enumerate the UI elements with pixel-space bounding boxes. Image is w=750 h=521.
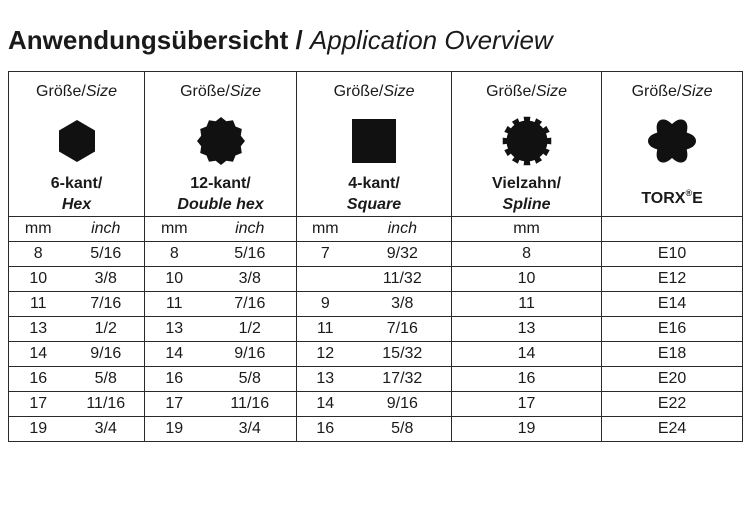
cell-hex-mm: 14 [9,342,68,367]
size-label: Größe/Size [36,83,117,100]
cell-hex-inch: 3/4 [68,417,145,442]
unit-inch: inch [68,217,145,242]
table-row [9,342,743,367]
cell-hex-inch: 7/16 [68,292,145,317]
cell-hex-inch: 5/8 [68,367,145,392]
cell-hex-mm: 13 [9,317,68,342]
header-row [9,72,743,217]
cell-double-hex-mm: 17 [145,392,204,417]
cell-spline-mm: 13 [452,317,602,342]
unit-inch: inch [204,217,297,242]
cell-spline-mm: 14 [452,342,602,367]
cell-torx-size: E22 [602,392,743,417]
cell-hex-mm: 11 [9,292,68,317]
cell-spline-mm: 8 [452,242,602,267]
cell-hex-inch: 11/16 [68,392,145,417]
cell-square-mm: 9 [297,292,354,317]
cell-double-hex-inch: 1/2 [204,317,297,342]
title-english: Application Overview [309,25,553,55]
cell-square-inch: 7/16 [354,317,452,342]
cell-hex-mm: 19 [9,417,68,442]
unit-inch: inch [354,217,452,242]
cell-square-mm: 7 [297,242,354,267]
table-row [9,242,743,267]
cell-torx-size: E18 [602,342,743,367]
unit-empty [602,217,743,242]
cell-spline-mm: 17 [452,392,602,417]
cell-hex-mm: 16 [9,367,68,392]
cell-square-mm: 11 [297,317,354,342]
header-hex [9,72,145,217]
cell-square-mm: 13 [297,367,354,392]
column-name-square: 4-kant/ Square [346,175,402,213]
cell-double-hex-mm: 14 [145,342,204,367]
cell-double-hex-inch: 7/16 [204,292,297,317]
title-german: Anwendungsübersicht / [8,25,303,55]
cell-square-inch: 5/8 [354,417,452,442]
cell-hex-inch: 1/2 [68,317,145,342]
cell-double-hex-inch: 9/16 [204,342,297,367]
header-torx [602,72,743,217]
cell-double-hex-mm: 16 [145,367,204,392]
header-double-hex [145,72,297,217]
cell-spline-mm: 11 [452,292,602,317]
cell-spline-mm: 16 [452,367,602,392]
cell-hex-mm: 17 [9,392,68,417]
cell-square-inch: 15/32 [354,342,452,367]
cell-square-inch: 17/32 [354,367,452,392]
spline-icon [501,115,553,167]
cell-spline-mm: 19 [452,417,602,442]
cell-hex-inch: 9/16 [68,342,145,367]
table-row [9,292,743,317]
square-icon [348,115,400,167]
cell-square-mm: 12 [297,342,354,367]
cell-torx-size: E24 [602,417,743,442]
application-table [8,71,743,442]
cell-square-inch: 11/32 [354,267,452,292]
column-name-double-hex: 12-kant/ Double hex [177,175,264,213]
unit-mm: mm [145,217,204,242]
cell-square-mm: 16 [297,417,354,442]
size-label: Größe/Size [180,83,261,100]
torx-icon [646,115,698,167]
column-name-spline: Vielzahn/ Spline [492,175,562,213]
header-spline [452,72,602,217]
cell-double-hex-mm: 8 [145,242,204,267]
cell-hex-mm: 8 [9,242,68,267]
units-row [9,217,743,242]
cell-double-hex-inch: 5/8 [204,367,297,392]
table-row [9,367,743,392]
cell-hex-inch: 5/16 [68,242,145,267]
cell-double-hex-inch: 5/16 [204,242,297,267]
hexagon-icon [51,115,103,167]
cell-double-hex-mm: 19 [145,417,204,442]
cell-square-inch: 9/32 [354,242,452,267]
cell-square-inch: 9/16 [354,392,452,417]
cell-double-hex-inch: 3/8 [204,267,297,292]
cell-double-hex-mm: 10 [145,267,204,292]
header-square [297,72,452,217]
cell-torx-size: E20 [602,367,743,392]
cell-hex-mm: 10 [9,267,68,292]
size-label: Größe/Size [486,83,567,100]
unit-mm: mm [9,217,68,242]
cell-double-hex-mm: 13 [145,317,204,342]
table-row [9,392,743,417]
cell-torx-size: E12 [602,267,743,292]
unit-mm: mm [297,217,354,242]
cell-square-mm: 14 [297,392,354,417]
cell-double-hex-inch: 11/16 [204,392,297,417]
cell-torx-size: E10 [602,242,743,267]
table-row [9,317,743,342]
cell-hex-inch: 3/8 [68,267,145,292]
cell-spline-mm: 10 [452,267,602,292]
column-name-hex: 6-kant/ Hex [50,175,103,213]
table-row [9,267,743,292]
table-row [9,417,743,442]
cell-torx-size: E16 [602,317,743,342]
cell-square-inch: 3/8 [354,292,452,317]
unit-mm: mm [452,217,602,242]
size-label: Größe/Size [333,83,415,100]
cell-square-mm [297,267,354,292]
cell-double-hex-inch: 3/4 [204,417,297,442]
size-label: Größe/Size [631,83,713,100]
double-hex-icon [195,115,247,167]
column-name-torx: TORX®E [641,188,703,207]
cell-double-hex-mm: 11 [145,292,204,317]
page-title [8,24,553,56]
cell-torx-size: E14 [602,292,743,317]
